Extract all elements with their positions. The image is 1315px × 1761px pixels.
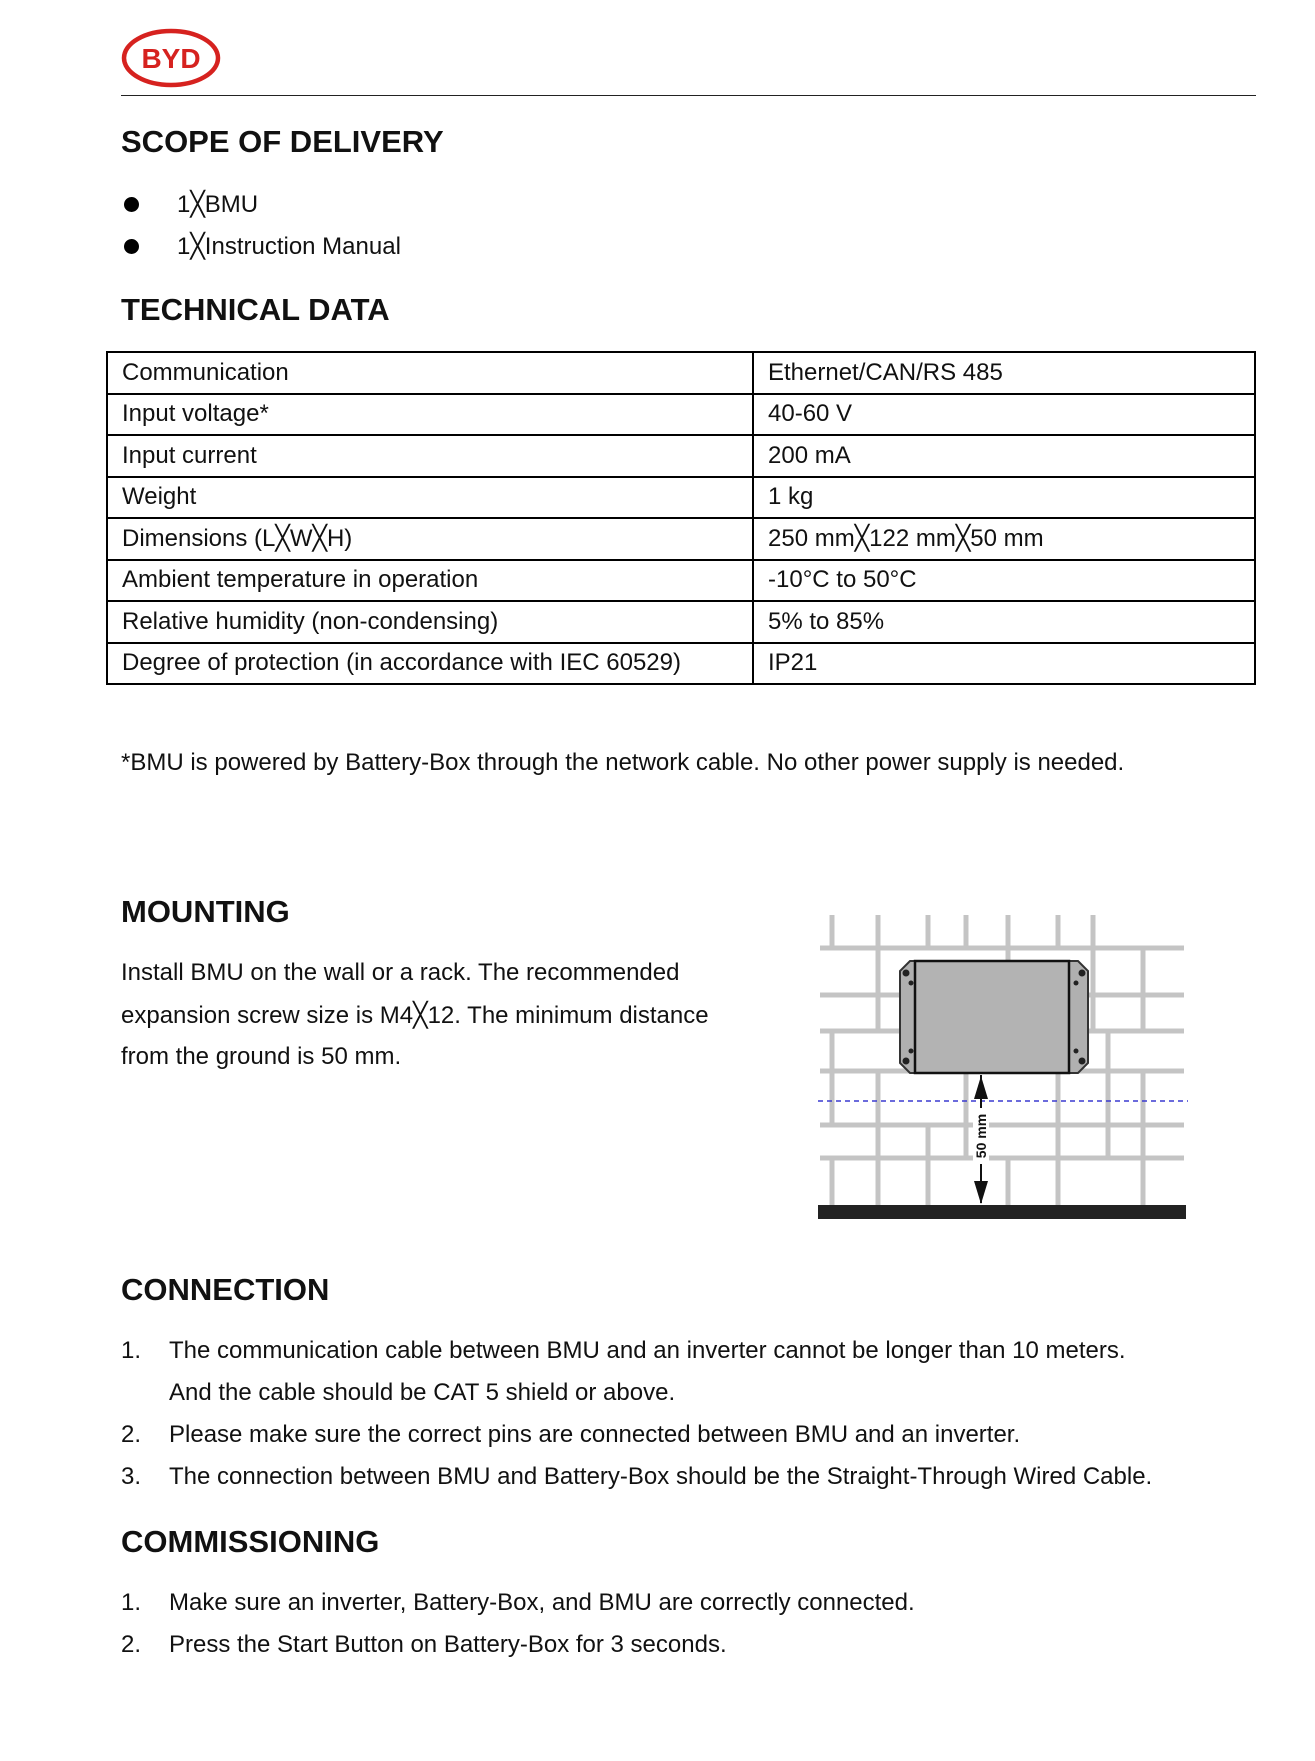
table-row [107, 435, 1255, 477]
mounting-text-line: Install BMU on the wall or a rack. The recommended [121, 959, 680, 986]
byd-logo [121, 28, 221, 88]
mounting-title: MOUNTING [121, 894, 290, 929]
connection-title: CONNECTION [121, 1272, 330, 1307]
table-row [107, 518, 1255, 560]
footnote: *BMU is powered by Battery-Box through the network cable. No other power supply is needed. [121, 749, 1125, 776]
spec-value: 250 mm╳122 mm╳50 mm [753, 518, 1255, 560]
list-text: The communication cable between BMU and an inverter cannot be longer than 10 meters. [169, 1337, 1126, 1364]
list-text: Make sure an inverter, Battery-Box, and BMU are correctly connected. [169, 1589, 915, 1616]
scope-item: 1╳Instruction Manual [177, 233, 401, 260]
spec-value: 1 kg [753, 477, 1255, 519]
list-number: 1. [121, 1589, 142, 1616]
bmu-device-icon [900, 961, 1088, 1073]
list-number: 1. [121, 1337, 142, 1364]
table-row [107, 560, 1255, 602]
spec-label: Dimensions (L╳W╳H) [107, 518, 753, 560]
list-text: Press the Start Button on Battery-Box for 3 seconds. [169, 1631, 727, 1658]
list-number: 3. [121, 1463, 142, 1490]
table-row [107, 394, 1255, 436]
scope-title: SCOPE OF DELIVERY [121, 124, 444, 159]
spec-value: 200 mA [753, 435, 1255, 477]
mounting-text-line: from the ground is 50 mm. [121, 1043, 402, 1070]
distance-label: 50 mm [973, 1113, 989, 1159]
spec-value: 40-60 V [753, 394, 1255, 436]
commissioning-item [121, 1631, 727, 1659]
spec-value: -10°C to 50°C [753, 560, 1255, 602]
technical-title: TECHNICAL DATA [121, 292, 390, 327]
table-row [107, 352, 1255, 394]
list-number: 2. [121, 1631, 142, 1658]
connection-item-continuation: And the cable should be CAT 5 shield or above. [169, 1379, 676, 1406]
scope-item: 1╳BMU [177, 191, 259, 218]
table-row [107, 477, 1255, 519]
mounting-diagram [818, 913, 1188, 1225]
technical-data-table [106, 351, 1256, 685]
connection-item [121, 1337, 1126, 1365]
commissioning-title: COMMISSIONING [121, 1524, 380, 1559]
connection-item [121, 1421, 1020, 1449]
connection-item [121, 1463, 1152, 1491]
list-text: The connection between BMU and Battery-Box should be the Straight-Through Wired Cable. [169, 1463, 1153, 1490]
spec-value: Ethernet/CAN/RS 485 [753, 352, 1255, 394]
bullet-icon [124, 239, 139, 254]
spec-label: Input voltage* [107, 394, 753, 436]
spec-label: Communication [107, 352, 753, 394]
table-row [107, 643, 1255, 685]
spec-value: IP21 [753, 643, 1255, 685]
spec-label: Weight [107, 477, 753, 519]
spec-label: Input current [107, 435, 753, 477]
bullet-icon [124, 197, 139, 212]
spec-label: Relative humidity (non-condensing) [107, 601, 753, 643]
commissioning-item [121, 1589, 915, 1617]
spec-label: Degree of protection (in accordance with IEC 60529) [107, 643, 753, 685]
table-row [107, 601, 1255, 643]
spec-label: Ambient temperature in operation [107, 560, 753, 602]
brand-text: BYD [141, 43, 201, 74]
list-text: Please make sure the correct pins are connected between BMU and an inverter. [169, 1421, 1021, 1448]
header-divider [121, 95, 1256, 96]
ground-icon [818, 1205, 1186, 1219]
list-number: 2. [121, 1421, 142, 1448]
spec-value: 5% to 85% [753, 601, 1255, 643]
mounting-text-line: expansion screw size is M4╳12. The minimum distance [121, 1002, 709, 1029]
